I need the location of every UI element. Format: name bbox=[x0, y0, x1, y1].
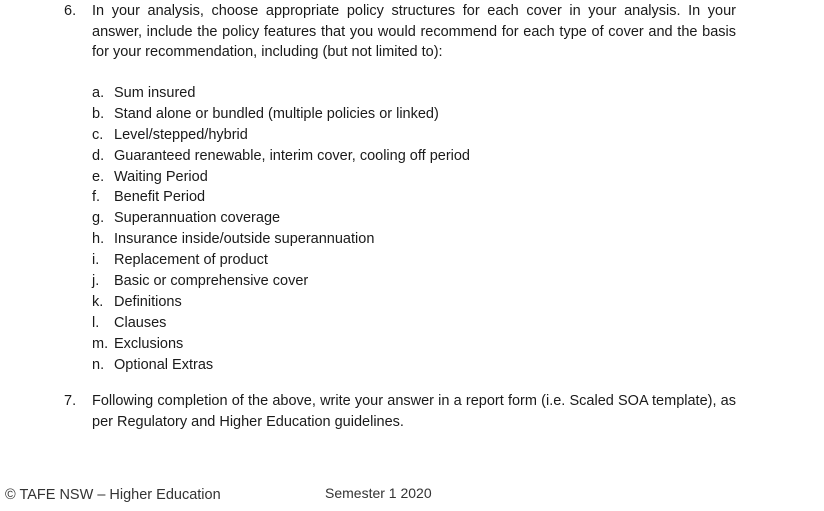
list-item-letter: m. bbox=[92, 335, 109, 352]
list-item-letter: b. bbox=[92, 105, 105, 122]
list-item-text: Basic or comprehensive cover bbox=[114, 273, 309, 290]
list-item bbox=[92, 187, 732, 208]
list-item-text: Guaranteed renewable, interim cover, cooling off period bbox=[114, 147, 471, 164]
list-item-letter: h. bbox=[92, 231, 105, 248]
list-item-letter: i. bbox=[92, 252, 100, 269]
list-item bbox=[92, 229, 732, 250]
footer-copyright: © TAFE NSW – Higher Education bbox=[5, 487, 221, 503]
list-item-text: Waiting Period bbox=[114, 168, 208, 185]
list-item-letter: a. bbox=[92, 85, 105, 101]
list-item bbox=[92, 83, 732, 104]
footer-semester: Semester 1 2020 bbox=[325, 485, 432, 501]
list-item-letter: n. bbox=[92, 356, 105, 373]
question-7 bbox=[64, 391, 736, 432]
list-item-letter: k. bbox=[92, 293, 104, 310]
list-item bbox=[92, 334, 732, 355]
list-item-text: Optional Extras bbox=[114, 356, 214, 373]
question-6 bbox=[64, 1, 736, 63]
list-item-letter: e. bbox=[92, 168, 105, 185]
list-item-text: Benefit Period bbox=[114, 189, 206, 206]
question-7-number: 7. bbox=[64, 393, 77, 409]
list-item-text: Clauses bbox=[114, 314, 167, 331]
list-item bbox=[92, 104, 732, 125]
list-item bbox=[92, 355, 732, 376]
list-item bbox=[92, 250, 732, 271]
question-6-text: In your analysis, choose appropriate policy structures for each cover in your analysis. In your answer, include the policy features that you would recommend for each type of cover and the basis for your recommendation, including (but not limited to): bbox=[92, 3, 736, 60]
list-item-letter: l. bbox=[92, 314, 100, 331]
list-item-text: Insurance inside/outside superannuation bbox=[114, 231, 375, 248]
list-item-text: Replacement of product bbox=[114, 252, 268, 269]
list-item bbox=[92, 125, 732, 146]
list-item bbox=[92, 208, 732, 229]
list-item-text: Level/stepped/hybrid bbox=[114, 126, 248, 143]
policy-features-list bbox=[92, 83, 732, 375]
list-item-text: Stand alone or bundled (multiple policies or linked) bbox=[114, 105, 439, 122]
list-item bbox=[92, 271, 732, 292]
list-item-text: Sum insured bbox=[114, 85, 196, 101]
list-item-letter: f. bbox=[92, 189, 101, 206]
question-7-text: Following completion of the above, write your answer in a report form (i.e. Scaled SOA template), as per Regulatory and Higher Education guidelines. bbox=[92, 393, 736, 430]
list-item-letter: g. bbox=[92, 210, 105, 227]
list-item-text: Superannuation coverage bbox=[114, 210, 281, 227]
list-item-letter: d. bbox=[92, 147, 105, 164]
list-item-letter: j. bbox=[92, 273, 100, 290]
list-item bbox=[92, 146, 732, 167]
question-6-number: 6. bbox=[64, 3, 77, 19]
list-item-letter: c. bbox=[92, 126, 104, 143]
list-item bbox=[92, 292, 732, 313]
list-item bbox=[92, 313, 732, 334]
list-item-text: Definitions bbox=[114, 293, 182, 310]
list-item-text: Exclusions bbox=[114, 335, 184, 352]
list-item bbox=[92, 167, 732, 188]
